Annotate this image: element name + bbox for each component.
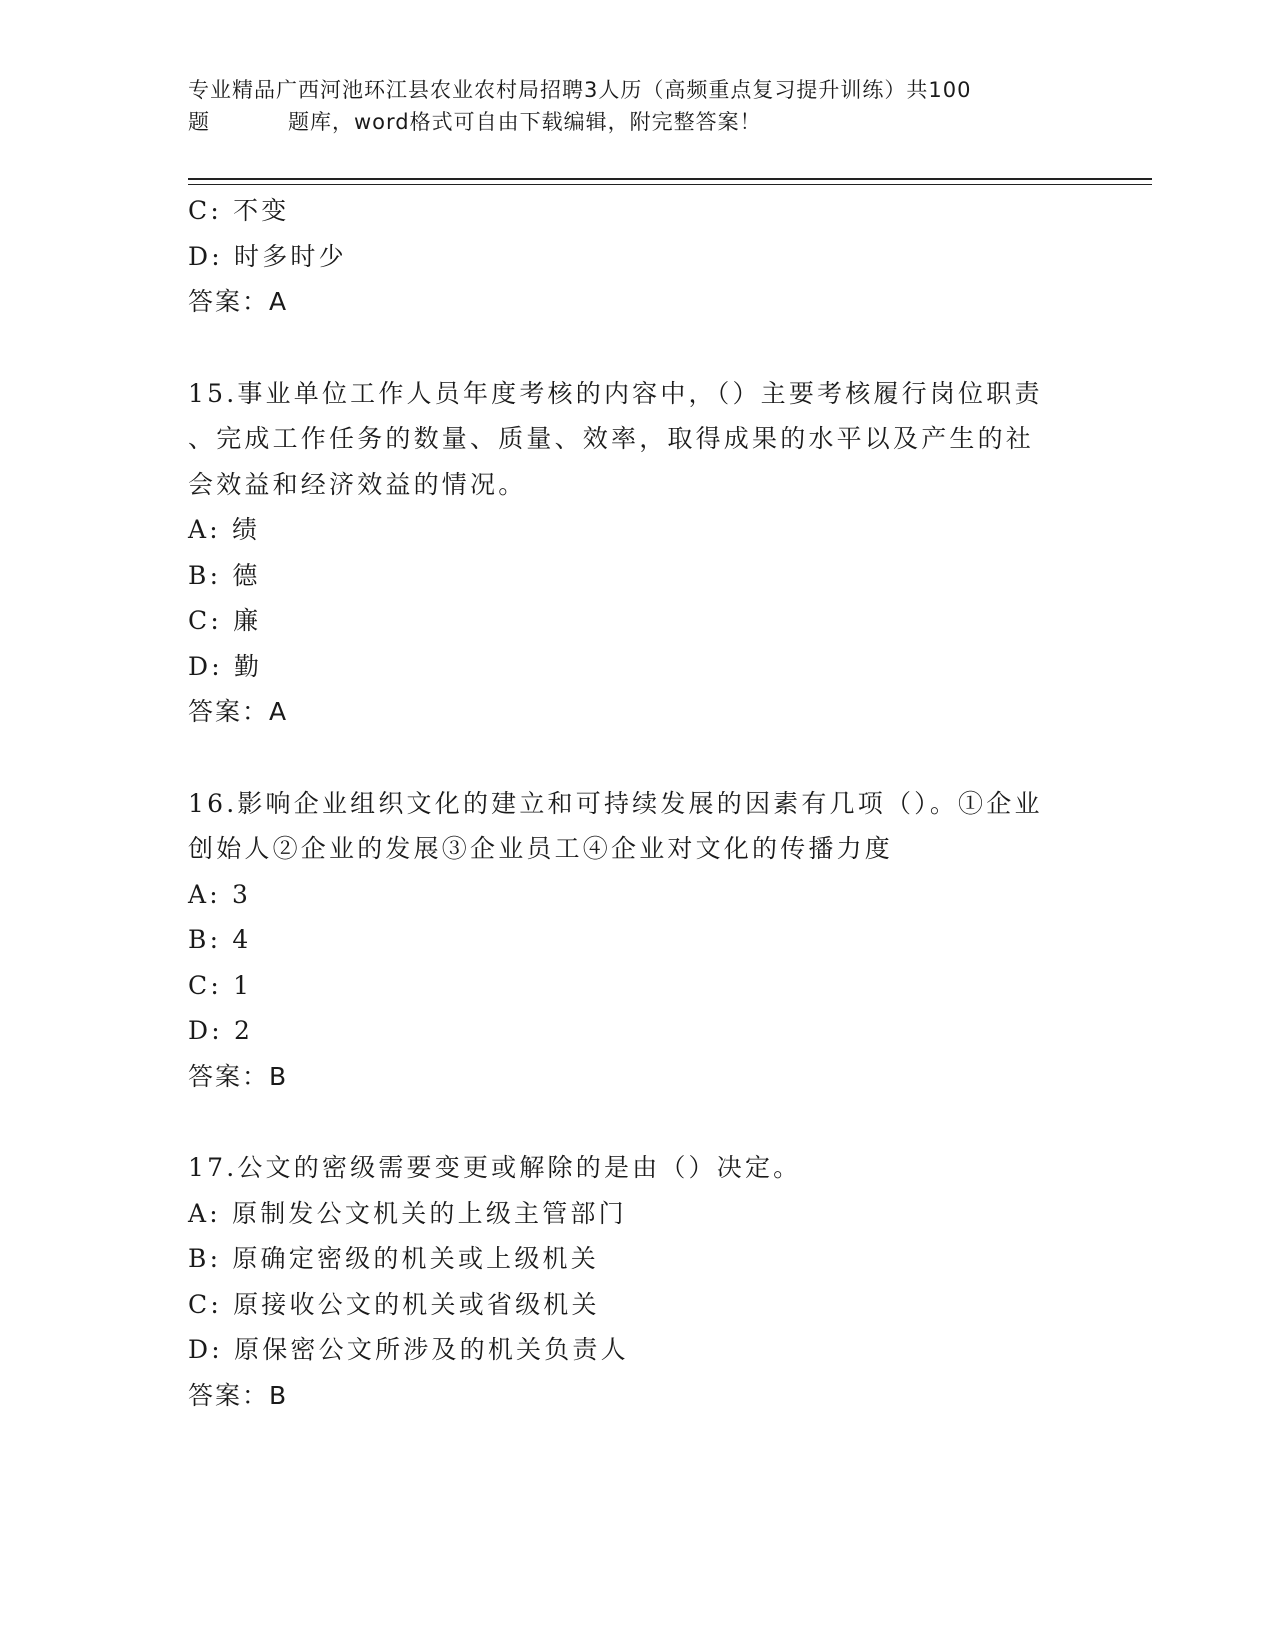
option-d: D: 原保密公文所涉及的机关负责人 [188,1335,629,1364]
option-b: B: 原确定密级的机关或上级机关 [188,1244,599,1273]
question-stem [188,371,1088,508]
stem-line: 会效益和经济效益的情况。 [188,469,527,499]
question-15 [188,371,1088,735]
option-c: C: 不变 [188,196,290,225]
option-a: A: 绩 [188,515,261,544]
option-c: C: 原接收公文的机关或省级机关 [188,1289,600,1319]
stem-line: 、完成工作任务的数量、质量、效率，取得成果的水平以及产生的社 [188,424,1035,453]
stem-line: 16.影响企业组织文化的建立和可持续发展的因素有几项（）。①企业 [188,788,1043,818]
question-17 [188,1145,1088,1418]
answer-line: 答案：A [188,697,289,726]
question-list [188,188,1088,1418]
stem-line: 15.事业单位工作人员年度考核的内容中，（）主要考核履行岗位职责 [188,378,1043,408]
option-d: D: 时多时少 [188,241,347,271]
option-b: B: 德 [188,560,261,590]
header-divider-thin [188,184,1152,185]
option-b: B: 4 [188,925,252,954]
option-d: D: 2 [188,1016,254,1045]
question-stem [188,781,1088,872]
answer-line: 答案：B [188,1061,289,1091]
answer-line: 答案：B [188,1380,289,1410]
option-c: C: 廉 [188,606,262,635]
option-d: D: 勤 [188,651,263,681]
stem-line: 创始人②企业的发展③企业员工④企业对文化的传播力度 [188,834,894,863]
stem-line: 17.公文的密级需要变更或解除的是由（）决定。 [188,1153,802,1182]
option-c: C: 1 [188,970,253,1000]
question-stem [188,1145,1088,1191]
header-title-line2-start: 题 [188,110,210,134]
header-title-line1: 专业精品广西河池环江县农业农村局招聘3人历（高频重点复习提升训练）共100 [188,78,972,102]
document-header [188,74,1088,138]
header-title-line2 [188,106,1088,138]
header-divider-thick [188,178,1152,180]
previous-question [188,188,1088,325]
answer-line: 答案：A [188,287,289,316]
header-title-line2-end: 题库，word格式可自由下载编辑，附完整答案！ [288,110,762,134]
question-16 [188,781,1088,1100]
option-a: A: 原制发公文机关的上级主管部门 [188,1198,627,1228]
option-a: A: 3 [188,879,252,909]
